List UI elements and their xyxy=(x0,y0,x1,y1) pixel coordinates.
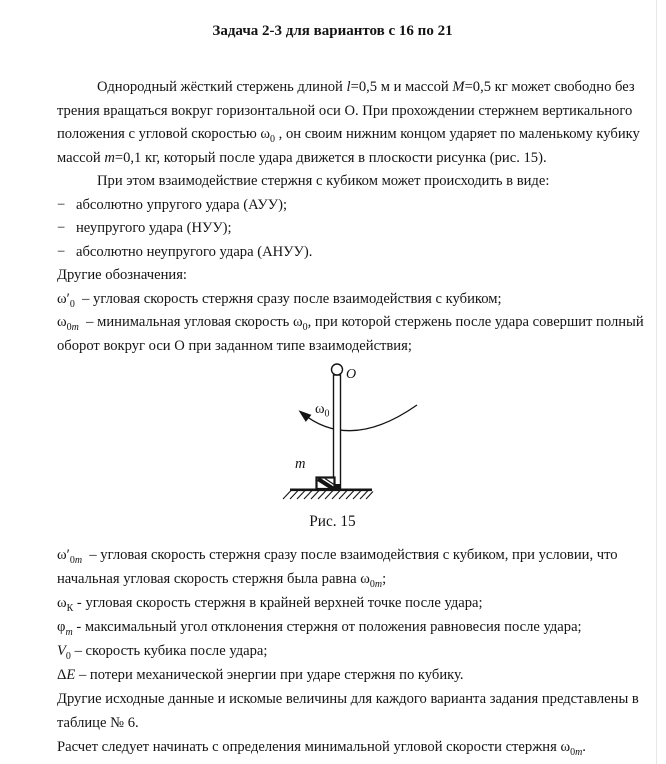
omega-label: $\omega_0$ xyxy=(314,401,330,420)
paragraph3-line2: таблице № 6. xyxy=(57,715,139,731)
definition-delta-e: ΔE – потери механической энергии при ударе стержня по кубику. xyxy=(57,667,464,683)
figure-15-diagram xyxy=(233,360,433,506)
figure-15 xyxy=(233,360,433,533)
list-item-anuu xyxy=(57,241,608,265)
paragraph1-line3: положения с угловой скоростью $\omega_0$ , он своим нижним концом ударяет по маленькому кубику xyxy=(57,126,640,145)
paragraph2: При этом взаимодействие стержня с кубиком может происходить в виде: xyxy=(97,173,550,189)
list-dash-marker: − xyxy=(57,220,66,236)
list-item-nuu xyxy=(57,217,608,241)
definition-phi-m: $\varphi_m$ - максимальный угол отклонения стержня от положения равновесия после удара; xyxy=(57,619,582,638)
pivot-circle xyxy=(331,364,342,375)
definition-omega0m-line1: $\omega_{0m}$ – минимальная угловая скорость $\omega_0$, при которой стержень после удара совершит полный xyxy=(57,314,644,333)
paragraph1-line2: трения вращаться вокруг горизонтальной оси О. При прохождении стержнем вертикального xyxy=(57,102,633,119)
rod xyxy=(333,375,340,489)
list-item-text: абсолютно неупругого удара (АНУУ). xyxy=(76,243,313,260)
definition-omega-k: $\omega_К$ - угловая скорость стержня в крайней верхней точке после удара; xyxy=(57,595,483,614)
pivot-label: O xyxy=(345,367,356,382)
definition-omega0m-line2: оборот вокруг оси О при заданном типе взаимодействия; xyxy=(57,337,412,354)
page-title: Задача 2-3 для вариантов с 16 по 21 xyxy=(212,23,453,39)
definition-omega0m-prime-line2: начальная угловая скорость стержня была равна $\omega_{0m}$; xyxy=(57,571,387,590)
rotation-arrowhead xyxy=(298,410,311,422)
paragraph1-line4: массой m=0,1 кг, который после удара движется в плоскости рисунка (рис. 15). xyxy=(57,149,547,166)
page-edge-line xyxy=(656,0,657,764)
definition-omega0m-prime-line1: $\omega'_{0m}$ – угловая скорость стержня сразу после взаимодействия с кубиком, при условии, что xyxy=(57,547,618,566)
post-figure-text xyxy=(57,543,639,759)
ground-hatching xyxy=(283,491,373,500)
list-dash-marker: − xyxy=(57,196,66,213)
figure-caption: Рис. 15 xyxy=(309,513,356,530)
definitions-intro: Другие обозначения: xyxy=(57,267,187,283)
list-item-text: абсолютно упругого удара (АУУ); xyxy=(76,196,288,213)
definition-v0: $V_0$ – скорость кубика после удара; xyxy=(57,643,268,662)
paragraph4: Расчет следует начинать с определения минимальной угловой скорости стержня $\omega_{0m}$. xyxy=(57,739,586,758)
paragraph3-line1: Другие исходные данные и искомые величины для каждого варианта задания представлены в xyxy=(57,691,639,707)
list-item-text: неупругого удара (НУУ); xyxy=(76,220,232,236)
list-item-auu xyxy=(57,194,608,218)
definition-omega0-prime: $\omega'_0$ – угловая скорость стержня сразу после взаимодействия с кубиком; xyxy=(57,290,502,310)
paragraph1-line1: Однородный жёсткий стержень длиной l=0,5 м и массой M=0,5 кг может свободно без xyxy=(97,79,635,95)
list-dash-marker: − xyxy=(57,243,66,260)
mass-label: m xyxy=(294,456,305,472)
